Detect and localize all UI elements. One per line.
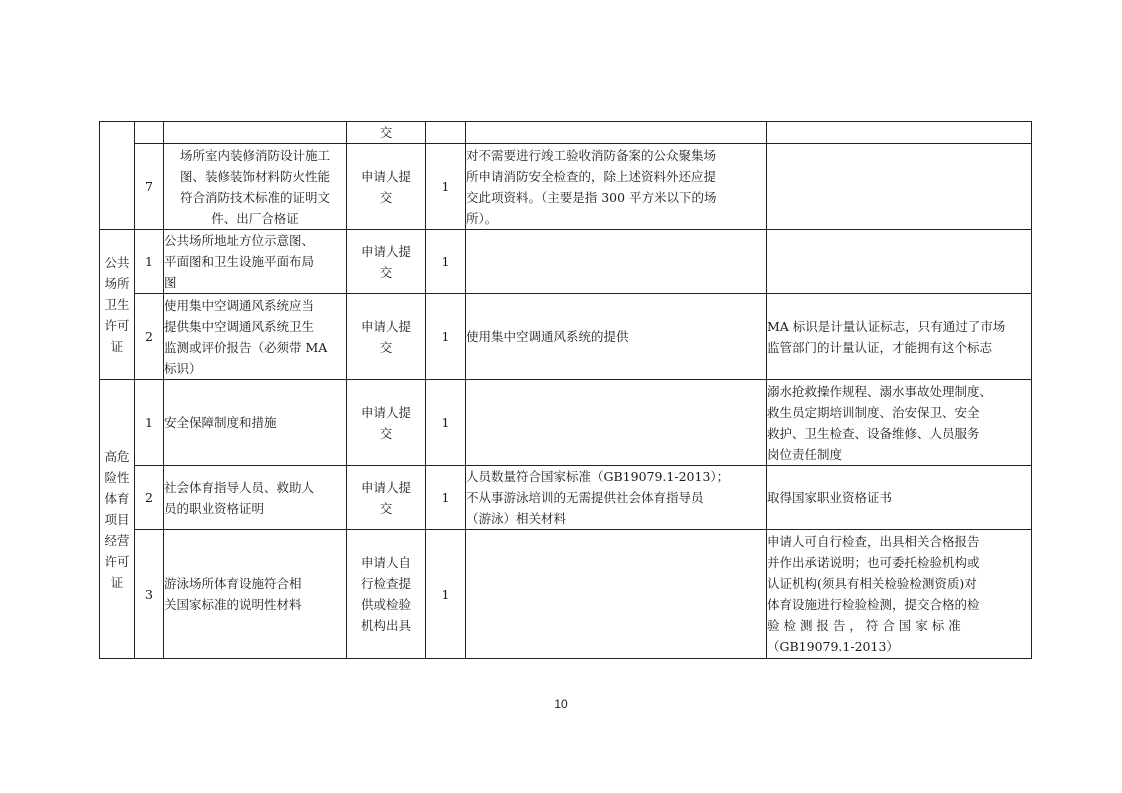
note-line: 认证机构(须具有相关检验检测资质)对 bbox=[767, 576, 977, 591]
note-line: 体育设施进行检验检测，提交合格的检 bbox=[767, 597, 980, 612]
index-cell: 2 bbox=[135, 466, 164, 530]
requirement-line: （游泳）相关材料 bbox=[466, 511, 567, 526]
index-cell: 3 bbox=[135, 530, 164, 659]
category-line: 卫生 bbox=[104, 297, 130, 312]
note-cell bbox=[767, 144, 1032, 230]
material-cell bbox=[164, 122, 347, 144]
material-line: 员的职业资格证明 bbox=[164, 500, 265, 516]
note-line: 溺水抢救操作规程、溺水事故处理制度、 bbox=[767, 383, 993, 399]
category-line: 公共 bbox=[104, 255, 130, 270]
source-line: 申请人提 bbox=[360, 479, 411, 495]
count-cell: 1 bbox=[426, 466, 466, 530]
category-line: 许可 bbox=[104, 318, 130, 333]
note-line: 并作出承诺说明；也可委托检验机构或 bbox=[767, 555, 980, 570]
note-line: 救生员定期培训制度、治安保卫、安全 bbox=[767, 404, 980, 420]
source-line: 交 bbox=[379, 125, 393, 140]
table-row bbox=[100, 294, 1032, 380]
material-line: 图、装修装饰材料防火性能 bbox=[179, 168, 330, 184]
category-line: 高危 bbox=[104, 448, 130, 464]
source-line: 申请人提 bbox=[360, 404, 411, 420]
category-line: 证 bbox=[110, 574, 124, 590]
material-cell bbox=[164, 530, 347, 659]
category-line: 险性 bbox=[104, 469, 130, 485]
material-cell bbox=[164, 380, 347, 466]
note-cell bbox=[767, 530, 1032, 659]
requirement-cell bbox=[466, 230, 767, 294]
table-row bbox=[100, 380, 1032, 466]
count-cell: 1 bbox=[426, 294, 466, 380]
material-line: 游泳场所体育设施符合相 bbox=[164, 576, 302, 591]
source-line: 机构出具 bbox=[360, 618, 411, 633]
source-cell bbox=[347, 122, 426, 144]
category-cell-empty bbox=[100, 122, 135, 230]
source-cell bbox=[347, 466, 426, 530]
requirement-line: 使用集中空调通风系统的提供 bbox=[466, 329, 629, 344]
source-line: 行检查提 bbox=[360, 576, 411, 591]
count-cell bbox=[426, 122, 466, 144]
material-line: 社会体育指导人员、救助人 bbox=[164, 479, 315, 495]
index-cell: 1 bbox=[135, 230, 164, 294]
source-line: 申请人自 bbox=[360, 555, 411, 570]
index-cell: 1 bbox=[135, 380, 164, 466]
index-cell: 7 bbox=[135, 144, 164, 230]
category-line: 经营 bbox=[104, 532, 130, 548]
table-row bbox=[100, 122, 1032, 144]
source-cell bbox=[347, 230, 426, 294]
category-line: 证 bbox=[110, 339, 124, 354]
material-line: 监测或评价报告（必须带 MA bbox=[164, 339, 328, 355]
requirement-line: 人员数量符合国家标准（GB19079.1-2013）； bbox=[466, 469, 730, 484]
requirement-cell bbox=[466, 294, 767, 380]
source-cell bbox=[347, 530, 426, 659]
source-line: 申请人提 bbox=[360, 318, 411, 334]
material-line: 件、出厂合格证 bbox=[211, 210, 299, 226]
category-cell-health-permit bbox=[100, 230, 135, 380]
material-cell bbox=[164, 294, 347, 380]
material-cell bbox=[164, 230, 347, 294]
index-cell bbox=[135, 122, 164, 144]
requirement-line: 所）。 bbox=[466, 210, 498, 226]
category-line: 许可 bbox=[104, 553, 130, 569]
source-line: 交 bbox=[379, 339, 393, 355]
index-cell: 2 bbox=[135, 294, 164, 380]
requirement-line: 不从事游泳培训的无需提供社会体育指导员 bbox=[466, 490, 704, 505]
material-line: 符合消防技术标准的证明文 bbox=[179, 189, 330, 205]
requirement-line: 交此项资料。（主要是指 300 平方米以下的场 bbox=[466, 189, 717, 205]
note-line: 取得国家职业资格证书 bbox=[767, 490, 893, 505]
category-line: 体育 bbox=[104, 490, 130, 506]
note-line: （GB19079.1-2013） bbox=[767, 639, 899, 654]
count-cell: 1 bbox=[426, 380, 466, 466]
requirement-cell bbox=[466, 122, 767, 144]
note-line: 申请人可自行检查，出具相关合格报告 bbox=[767, 534, 980, 549]
table-row bbox=[100, 466, 1032, 530]
table-row bbox=[100, 230, 1032, 294]
note-cell bbox=[767, 466, 1032, 530]
source-line: 交 bbox=[379, 189, 393, 205]
category-line: 场所 bbox=[104, 276, 130, 291]
note-line: 岗位责任制度 bbox=[767, 446, 843, 462]
material-line: 使用集中空调通风系统应当 bbox=[164, 297, 315, 313]
note-cell bbox=[767, 230, 1032, 294]
source-line: 供或检验 bbox=[360, 597, 411, 612]
source-cell bbox=[347, 144, 426, 230]
note-line: 监管部门的计量认证，才能拥有这个标志 bbox=[767, 339, 993, 355]
material-line: 关国家标准的说明性材料 bbox=[164, 597, 302, 612]
note-cell bbox=[767, 294, 1032, 380]
requirement-line: 所申请消防安全检查的，除上述资料外还应提 bbox=[466, 168, 717, 184]
material-line: 标识） bbox=[164, 360, 202, 376]
material-line: 图 bbox=[164, 275, 177, 290]
note-line: 救护、卫生检查、设备维修、人员服务 bbox=[767, 425, 980, 441]
material-cell bbox=[164, 144, 347, 230]
source-cell bbox=[347, 294, 426, 380]
note-line: MA 标识是计量认证标志，只有通过了市场 bbox=[767, 318, 1006, 334]
table-row bbox=[100, 530, 1032, 659]
material-line: 平面图和卫生设施平面布局 bbox=[164, 254, 315, 269]
source-line: 申请人提 bbox=[360, 243, 411, 259]
note-cell bbox=[767, 122, 1032, 144]
requirement-cell bbox=[466, 530, 767, 659]
count-cell: 1 bbox=[426, 230, 466, 294]
count-cell: 1 bbox=[426, 530, 466, 659]
note-line: 验 检 测 报 告 ， 符 合 国 家 标 准 bbox=[767, 618, 961, 633]
count-cell: 1 bbox=[426, 144, 466, 230]
materials-table bbox=[99, 121, 1032, 659]
source-line: 申请人提 bbox=[360, 168, 411, 184]
note-cell bbox=[767, 380, 1032, 466]
material-line: 公共场所地址方位示意图、 bbox=[164, 233, 315, 248]
table-row bbox=[100, 144, 1032, 230]
source-cell bbox=[347, 380, 426, 466]
source-line: 交 bbox=[379, 425, 393, 441]
category-line: 项目 bbox=[104, 511, 130, 527]
page-number: 10 bbox=[554, 697, 568, 711]
requirement-line: 对不需要进行竣工验收消防备案的公众聚集场 bbox=[466, 147, 717, 163]
material-line: 场所室内装修消防设计施工 bbox=[179, 147, 330, 163]
material-line: 安全保障制度和措施 bbox=[164, 415, 277, 430]
requirement-cell bbox=[466, 380, 767, 466]
material-line: 提供集中空调通风系统卫生 bbox=[164, 318, 315, 334]
category-cell-sports-permit bbox=[100, 380, 135, 659]
material-cell bbox=[164, 466, 347, 530]
requirement-cell bbox=[466, 144, 767, 230]
requirement-cell bbox=[466, 466, 767, 530]
source-line: 交 bbox=[379, 264, 393, 280]
source-line: 交 bbox=[379, 500, 393, 516]
